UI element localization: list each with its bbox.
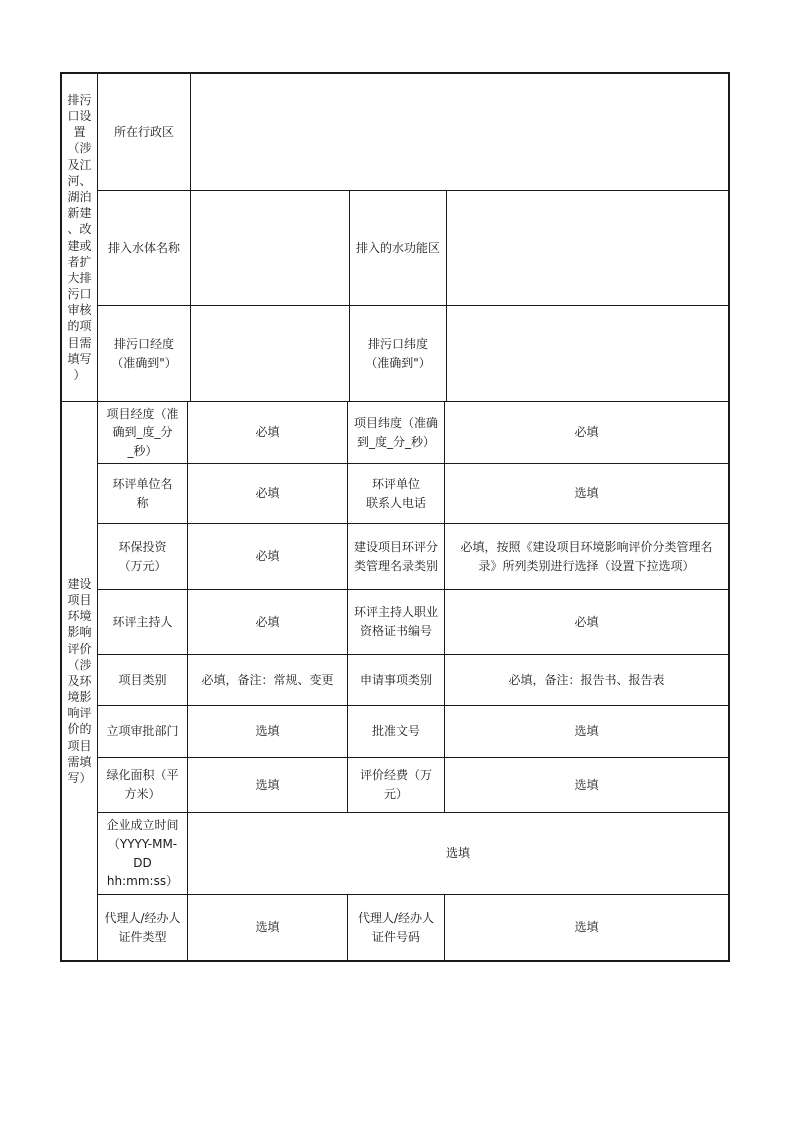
field-label-approval-number: 批准文号 xyxy=(371,724,420,739)
field-label-eia-host-cert: 环评主持人职业 资格证书编号 xyxy=(353,605,438,638)
field-value-water-body[interactable] xyxy=(191,191,349,305)
field-label-agent-id-type: 代理人/经办人 证件类型 xyxy=(104,910,181,944)
field-value-eia-host-cert[interactable]: 必填 xyxy=(574,614,599,629)
section-title-outfall: 排污 口设 置（涉 及江 河、 湖泊 新建 、改 建或 者扩 大排 污口 审核 的项 目需 填写 ） xyxy=(67,92,92,382)
field-value-application-type[interactable]: 必填，备注：报告书、报告表 xyxy=(508,672,665,687)
field-value-green-area[interactable]: 选填 xyxy=(255,777,280,792)
field-value-eia-contact-phone[interactable]: 选填 xyxy=(574,486,599,501)
field-label-green-area: 绿化面积（平 方米） xyxy=(106,768,179,801)
field-label-established-time: 企业成立时间 （YYYY-MM-DD hh:mm:ss） xyxy=(106,818,179,889)
table-border-bottom xyxy=(60,960,729,962)
field-label-assessment-fee: 评价经费（万 元） xyxy=(359,768,432,801)
field-label-project-type: 项目类别 xyxy=(118,672,167,687)
field-label-eia-unit-name: 环评单位名 称 xyxy=(112,476,173,510)
field-value-agent-id-type[interactable]: 选填 xyxy=(255,920,280,935)
field-value-outfall-longitude[interactable] xyxy=(191,306,349,401)
field-label-eia-contact-phone: 环评单位 联系人电话 xyxy=(365,476,426,510)
field-label-project-longitude: 项目经度（准 确到_度_分 _秒） xyxy=(106,406,179,458)
field-value-eia-category[interactable]: 必填，按照《建设项目环境影响评价分类管理名 录》所列类别进行选择（设置下拉选项） xyxy=(460,539,713,573)
field-value-eia-unit-name[interactable]: 必填 xyxy=(255,486,280,501)
field-value-project-longitude[interactable]: 必填 xyxy=(255,425,280,440)
field-value-assessment-fee[interactable]: 选填 xyxy=(574,777,599,792)
field-value-water-function-zone[interactable] xyxy=(447,191,728,305)
field-value-project-latitude[interactable]: 必填 xyxy=(574,425,599,440)
field-label-water-function-zone: 排入的水功能区 xyxy=(355,240,440,255)
field-label-admin-region: 所在行政区 xyxy=(113,124,174,139)
field-value-env-investment[interactable]: 必填 xyxy=(255,549,280,564)
field-value-outfall-latitude[interactable] xyxy=(447,306,728,401)
field-label-eia-category: 建设项目环评分 类管理名录类别 xyxy=(353,539,438,573)
field-value-established-time[interactable]: 选填 xyxy=(445,846,470,861)
field-label-approval-dept: 立项审批部门 xyxy=(106,724,179,739)
field-label-project-latitude: 项目纬度（准确 到_度_分_秒） xyxy=(353,415,438,449)
field-value-eia-host[interactable]: 必填 xyxy=(255,614,280,629)
table-border-right xyxy=(728,72,730,962)
section-title-eia: 建设 项目 环境 影响 评价 （涉 及环 境影 响评 价的 项目 需填 写） xyxy=(67,576,92,786)
field-value-approval-number[interactable]: 选填 xyxy=(574,724,599,739)
field-value-agent-id-number[interactable]: 选填 xyxy=(574,920,599,935)
field-label-application-type: 申请事项类别 xyxy=(359,672,432,687)
field-label-eia-host: 环评主持人 xyxy=(112,614,173,629)
field-label-env-investment: 环保投资 （万元） xyxy=(118,539,167,573)
field-value-project-type[interactable]: 必填，备注：常规、变更 xyxy=(201,672,334,687)
field-label-agent-id-number: 代理人/经办人 证件号码 xyxy=(357,910,435,944)
field-value-admin-region[interactable] xyxy=(191,74,728,190)
field-value-approval-dept[interactable]: 选填 xyxy=(255,724,280,739)
field-label-water-body: 排入水体名称 xyxy=(107,240,180,255)
field-label-outfall-latitude: 排污口纬度 （准确到"） xyxy=(365,336,431,370)
field-label-outfall-longitude: 排污口经度 （准确到"） xyxy=(111,336,177,370)
